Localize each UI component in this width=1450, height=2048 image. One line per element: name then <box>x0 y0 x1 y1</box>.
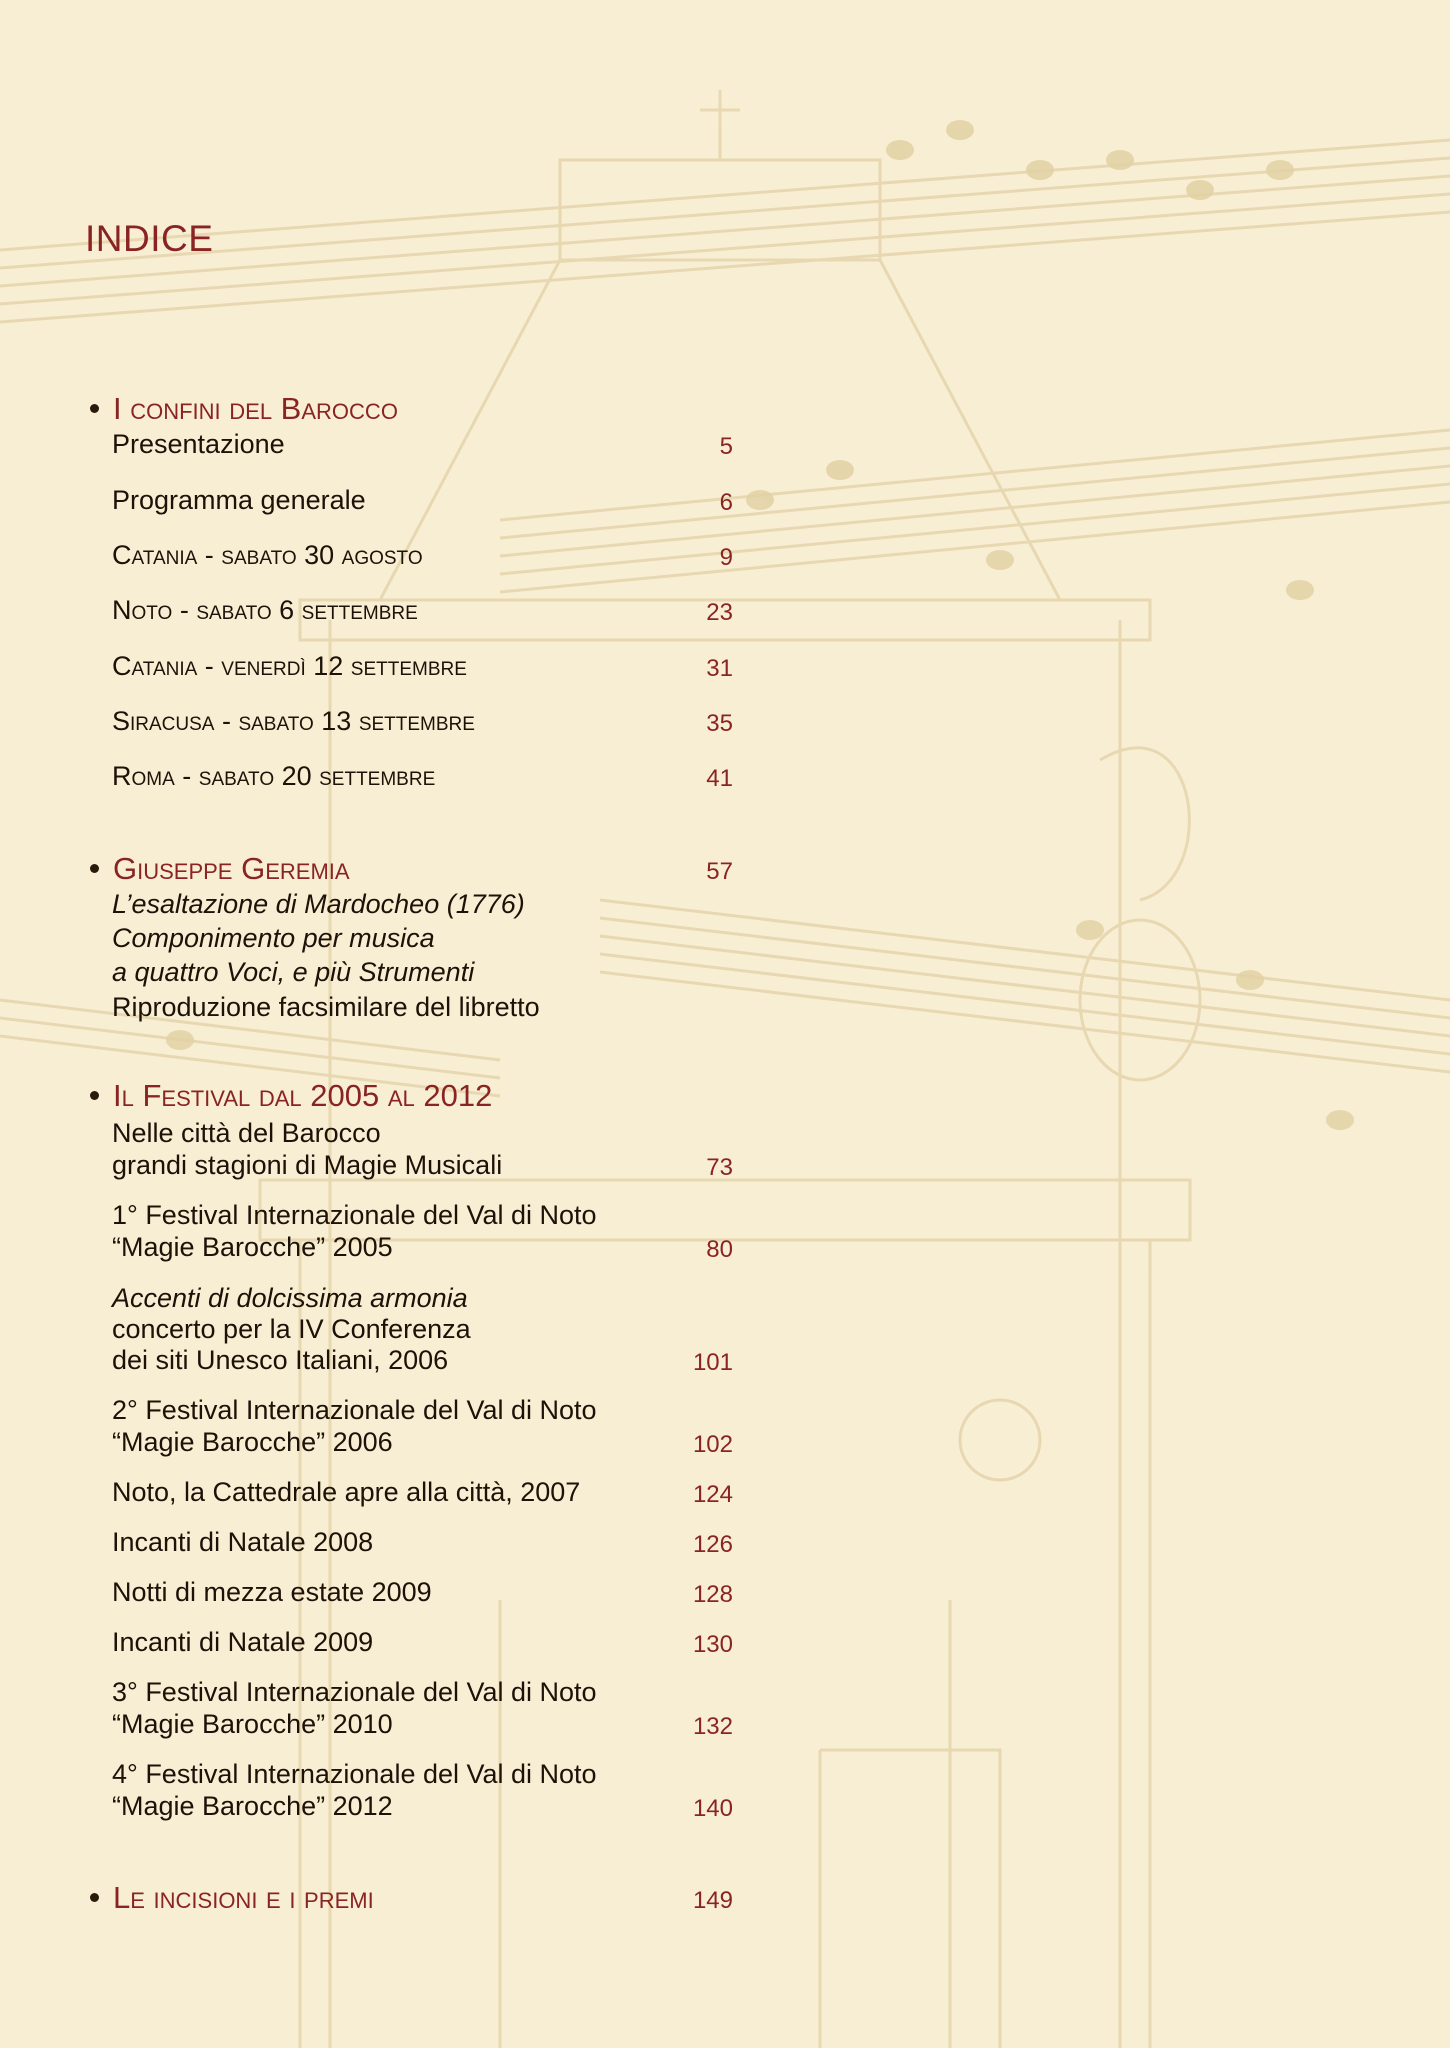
page-number: 126 <box>692 1531 733 1558</box>
toc-entry: Roma - sabato 20 settembre <box>112 761 436 791</box>
bullet-icon <box>90 864 99 873</box>
toc-entry: “Magie Barocche” 2010 <box>112 1709 393 1739</box>
page-number: 128 <box>692 1581 733 1608</box>
toc-entry: a quattro Voci, e più Strumenti <box>112 957 475 987</box>
toc-entry: dei siti Unesco Italiani, 2006 <box>112 1345 449 1375</box>
toc-entry: 1° Festival Internazionale del Val di Noto <box>112 1200 597 1230</box>
page-number: 31 <box>706 655 733 682</box>
section-heading: I confini del Barocco <box>113 391 398 426</box>
page-number: 124 <box>692 1481 733 1508</box>
page-number: 101 <box>692 1349 733 1376</box>
toc-entry: Nelle città del Barocco <box>112 1118 381 1148</box>
page-number: 41 <box>706 765 733 792</box>
page-number: 23 <box>706 599 733 626</box>
section-heading: Il Festival dal 2005 al 2012 <box>113 1078 493 1113</box>
toc-entry: “Magie Barocche” 2012 <box>112 1791 393 1821</box>
page-number: 149 <box>692 1887 733 1914</box>
page-number: 6 <box>719 489 733 516</box>
toc-entry: 4° Festival Internazionale del Val di Noto <box>112 1759 597 1789</box>
toc-entry: 3° Festival Internazionale del Val di Noto <box>112 1677 597 1707</box>
section-heading: Giuseppe Geremia <box>113 851 350 886</box>
toc-entry: Incanti di Natale 2009 <box>112 1627 374 1657</box>
page-number: 35 <box>706 710 733 737</box>
bullet-icon <box>90 1893 99 1902</box>
page-number: 102 <box>692 1431 733 1458</box>
toc-entry: Siracusa - sabato 13 settembre <box>112 706 475 736</box>
bullet-icon <box>90 1091 99 1100</box>
page-number: 80 <box>706 1236 733 1263</box>
toc-entry: Incanti di Natale 2008 <box>112 1527 374 1557</box>
toc-entry: concerto per la IV Conferenza <box>112 1314 471 1344</box>
toc-entry: Programma generale <box>112 485 366 515</box>
page-number: 5 <box>719 433 733 460</box>
bullet-icon <box>90 404 99 413</box>
toc-entry: Notti di mezza estate 2009 <box>112 1577 432 1607</box>
toc-entry: “Magie Barocche” 2005 <box>112 1232 393 1262</box>
toc-entry: Catania - sabato 30 agosto <box>112 540 423 570</box>
section-heading: Le incisioni e i premi <box>113 1880 374 1915</box>
toc-entry: 2° Festival Internazionale del Val di Noto <box>112 1395 597 1425</box>
toc-entry: Noto - sabato 6 settembre <box>112 595 418 625</box>
page-number: 140 <box>692 1795 733 1822</box>
page-number: 130 <box>692 1631 733 1658</box>
page-number: 57 <box>706 858 733 885</box>
toc-entry: Presentazione <box>112 429 285 459</box>
page-title: INDICE <box>85 218 214 259</box>
page-number: 132 <box>692 1713 733 1740</box>
toc-entry: Riproduzione facsimilare del libretto <box>112 992 540 1022</box>
toc-entry: Accenti di dolcissima armonia <box>112 1283 468 1313</box>
toc-entry: grandi stagioni di Magie Musicali <box>112 1150 503 1180</box>
page-number: 73 <box>706 1154 733 1181</box>
toc-entry: Componimento per musica <box>112 923 435 953</box>
page-number: 9 <box>719 544 733 571</box>
toc-entry: Catania - venerdì 12 settembre <box>112 651 467 681</box>
toc-entry: L’esaltazione di Mardocheo (1776) <box>112 889 525 919</box>
toc-entry: “Magie Barocche” 2006 <box>112 1427 393 1457</box>
toc-entry: Noto, la Cattedrale apre alla città, 2007 <box>112 1477 581 1507</box>
